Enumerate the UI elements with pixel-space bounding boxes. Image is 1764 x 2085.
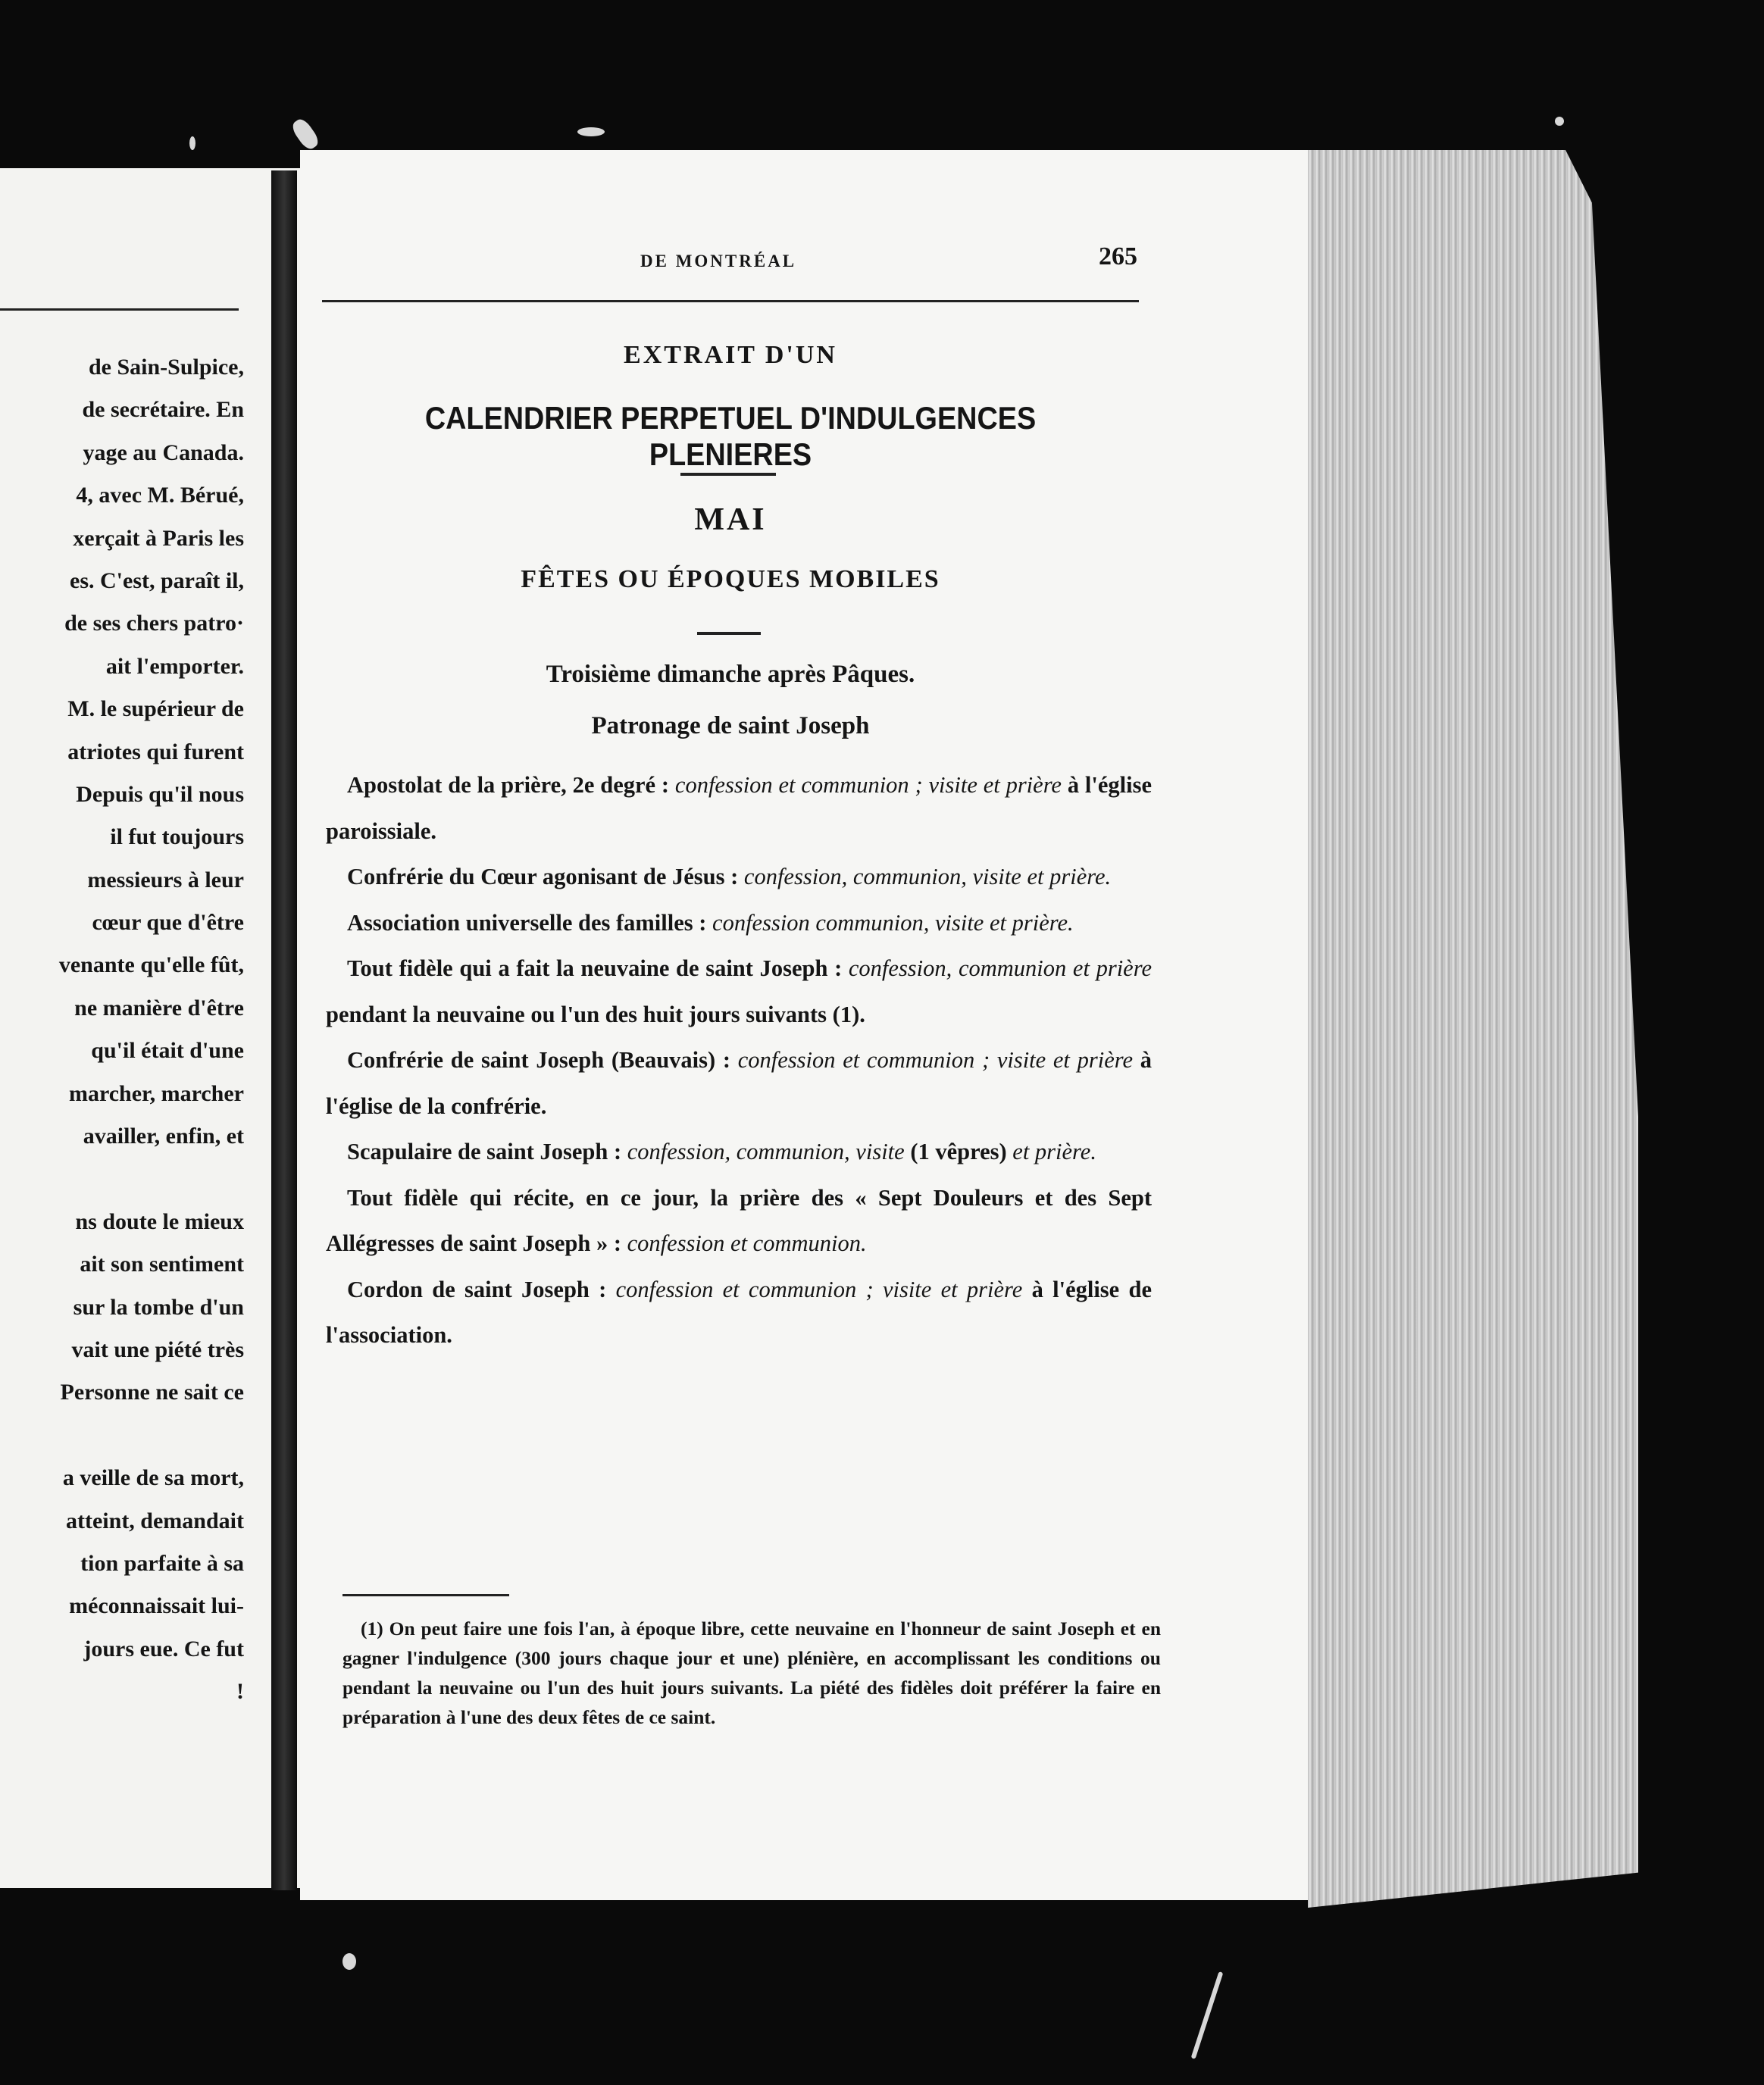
- film-speck: [1191, 1971, 1224, 2059]
- indulgence-entry: [326, 854, 1152, 900]
- section-divider: [697, 632, 761, 635]
- left-page-line: ne manière d'être: [74, 995, 244, 1021]
- indulgence-entry: [326, 762, 1152, 854]
- film-speck: [342, 1953, 356, 1970]
- left-page-line: atteint, demandait: [66, 1508, 244, 1533]
- left-page-line: de secrétaire. En: [82, 397, 244, 423]
- left-page-line: tion parfaite à sa: [80, 1550, 244, 1576]
- left-page-line: a veille de sa mort,: [62, 1465, 244, 1491]
- book-gutter: [271, 170, 297, 1890]
- left-page-line: messieurs à leur: [87, 867, 244, 892]
- left-page-line: ait l'emporter.: [105, 653, 244, 679]
- indulgence-entries: [326, 762, 1152, 1358]
- page-edges: [1308, 150, 1638, 1908]
- left-page-line: cœur que d'être: [92, 910, 244, 936]
- entry-conditions: confession et communion.: [627, 1230, 867, 1256]
- indulgence-entry: [326, 1037, 1152, 1129]
- section-title: FÊTES OU ÉPOQUES MOBILES: [521, 565, 940, 593]
- indulgence-entry: [326, 900, 1152, 946]
- entry-conditions-extra: et prière.: [1012, 1139, 1096, 1164]
- left-page-line: marcher, marcher: [68, 1080, 244, 1106]
- left-page-line: il fut toujours: [110, 824, 244, 850]
- entry-conditions: confession communion, visite et prière.: [712, 909, 1074, 936]
- indulgence-entry: [326, 1129, 1152, 1175]
- left-page-header-rule: [0, 308, 239, 311]
- header-rule: [322, 300, 1139, 302]
- left-page-line: yage au Canada.: [83, 439, 244, 465]
- entry-conditions: confession et communion ; visite et prière: [674, 772, 1062, 798]
- footnote-rule: [342, 1594, 509, 1596]
- left-page-line: qu'il était d'une: [91, 1038, 244, 1064]
- left-page-text: [0, 346, 244, 1714]
- film-speck: [577, 127, 605, 136]
- film-speck: [289, 116, 321, 152]
- sunday-title: Troisième dimanche après Pâques.: [546, 661, 915, 688]
- left-page-line: vait une piété très: [71, 1336, 244, 1362]
- left-page-blank-line: [0, 1158, 244, 1200]
- footnote: (1) On peut faire une fois l'an, à époque libre, cette neuvaine en l'honneur de saint Joseph et en gagner l'indulgence (300 jours chaque jour et une) plénière, en accomplissant les conditions ou pendant la neuvaine ou l'un des huit jours suivants. La piété des fidèles doit préférer la faire en préparation à l'une des deux fêtes de ce saint.: [342, 1618, 1161, 1728]
- film-speck: [1555, 117, 1564, 126]
- left-page-line: Personne ne sait ce: [60, 1380, 244, 1405]
- left-page-line: M. le supérieur de: [67, 696, 244, 722]
- calendar-title: CALENDRIER PERPETUEL D'INDULGENCES PLENIERES: [424, 400, 1037, 472]
- entry-place: pendant la neuvaine ou l'un des huit jours suivants (1).: [326, 1001, 865, 1027]
- entry-conditions: confession, communion, visite: [627, 1139, 905, 1164]
- entry-conditions: confession et communion ; visite et prière: [615, 1276, 1023, 1302]
- left-page-line: ait son sentiment: [80, 1252, 244, 1277]
- left-page-line: availler, enfin, et: [83, 1124, 244, 1149]
- entry-place: à l'église de la confrérie.: [326, 1047, 1152, 1119]
- entry-place: à l'église de l'association.: [326, 1276, 1152, 1348]
- entry-source: Apostolat de la prière, 2e degré :: [347, 772, 675, 798]
- entry-place: à l'église paroissiale.: [326, 772, 1152, 844]
- entry-source: Tout fidèle qui récite, en ce jour, la prière des « Sept Douleurs et des Sept Allégresses de saint Joseph » :: [326, 1184, 1152, 1256]
- left-page-blank-line: [0, 1414, 244, 1457]
- left-page-line: atriotes qui furent: [67, 739, 244, 764]
- left-page-line: venante qu'elle fût,: [58, 952, 244, 978]
- indulgence-entry: [326, 1175, 1152, 1267]
- page-number: 265: [1099, 242, 1137, 270]
- left-page-line: de Sain-Sulpice,: [88, 355, 244, 380]
- entry-conditions: confession et communion ; visite et prière: [737, 1047, 1134, 1073]
- indulgence-entry: [326, 946, 1152, 1037]
- month-title: MAI: [694, 502, 767, 537]
- left-page-line: ns doute le mieux: [75, 1208, 244, 1234]
- entry-source: Confrérie de saint Joseph (Beauvais) :: [347, 1047, 738, 1073]
- entry-source: Scapulaire de saint Joseph :: [347, 1139, 627, 1164]
- entry-source: Cordon de saint Joseph :: [347, 1276, 616, 1302]
- left-page-line: méconnaissait lui-: [69, 1593, 244, 1619]
- left-page-line: !: [236, 1679, 244, 1705]
- indulgence-entry: [326, 1267, 1152, 1358]
- left-page-line: xerçait à Paris les: [73, 525, 244, 551]
- entry-conditions: confession, communion et prière: [848, 955, 1152, 981]
- extract-title: EXTRAIT D'UN: [624, 341, 837, 369]
- left-page: [0, 168, 303, 1888]
- left-page-line: jours eue. Ce fut: [83, 1636, 244, 1661]
- title-divider: [680, 473, 776, 476]
- left-page-line: de ses chers patro·: [64, 611, 244, 636]
- entry-source: Tout fidèle qui a fait la neuvaine de saint Joseph :: [347, 955, 849, 981]
- entry-place: (1 vêpres): [904, 1139, 1013, 1164]
- film-speck: [189, 136, 195, 150]
- left-page-line: sur la tombe d'un: [73, 1294, 244, 1320]
- feast-title: Patronage de saint Joseph: [591, 712, 870, 739]
- left-page-line: Depuis qu'il nous: [76, 781, 244, 807]
- running-head: DE MONTRÉAL: [640, 252, 797, 270]
- entry-source: Association universelle des familles :: [347, 909, 713, 936]
- left-page-line: 4, avec M. Bérué,: [76, 483, 244, 508]
- entry-conditions: confession, communion, visite et prière.: [743, 864, 1112, 889]
- left-page-line: es. C'est, paraît il,: [70, 567, 244, 593]
- entry-source: Confrérie du Cœur agonisant de Jésus :: [347, 864, 744, 889]
